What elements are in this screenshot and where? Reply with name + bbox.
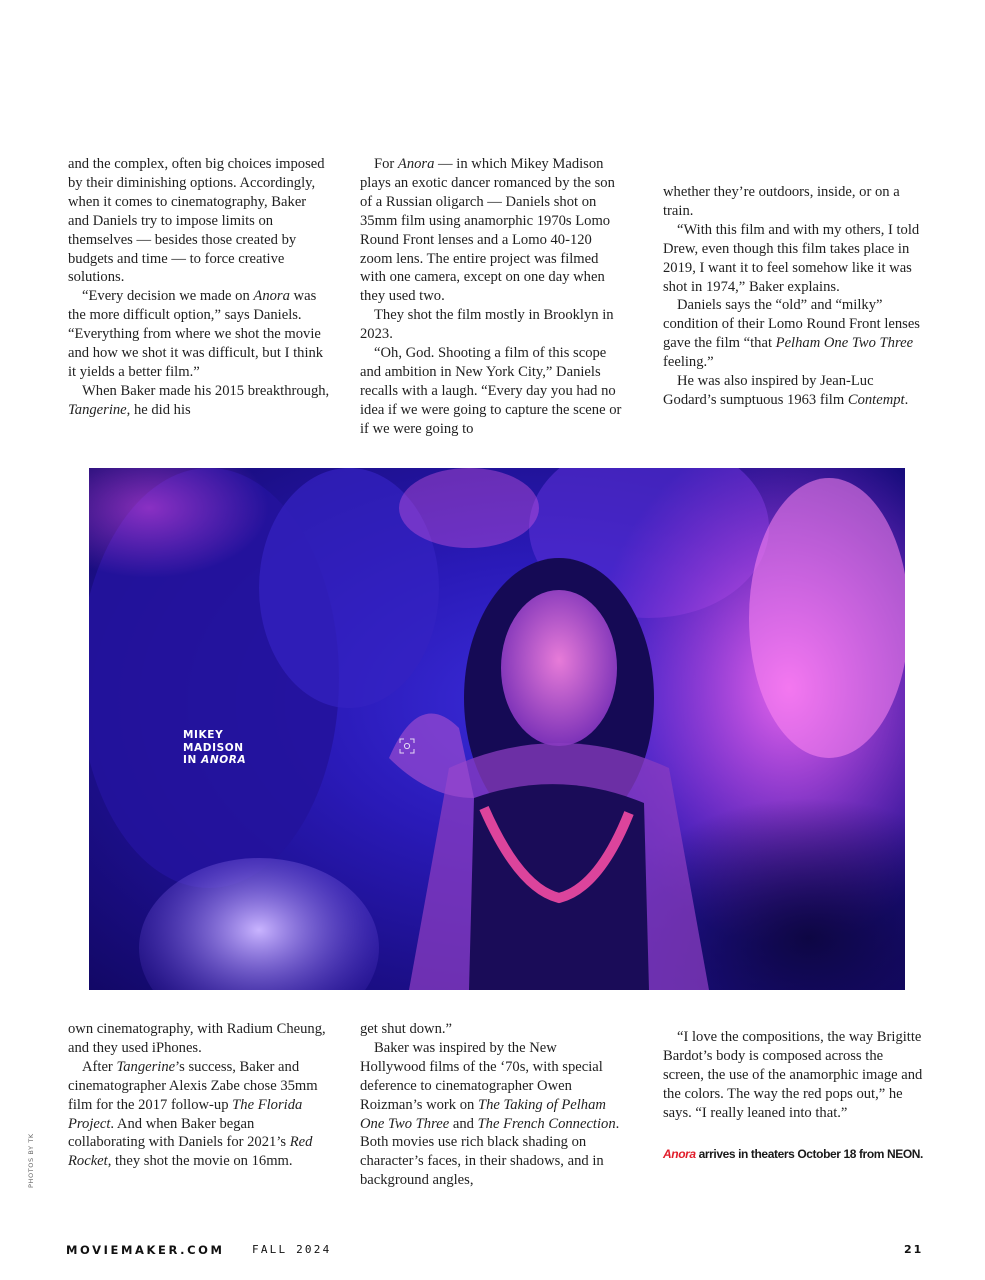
paragraph: After Tangerine’s success, Baker and cinematographer Alexis Zabe chose 35mm film for the 2017 follow-up The Florida Project. And when Baker began collaborating with Daniels for 2021’s Red Rocket, they shot the movie on 16mm. bbox=[68, 1058, 318, 1170]
article-column-bottom-1 bbox=[68, 1020, 330, 1171]
article-column-bottom-2 bbox=[360, 1020, 622, 1190]
footer-site-name: MOVIEMAKER.COM bbox=[66, 1243, 225, 1257]
focus-square-icon bbox=[399, 738, 415, 754]
footer-issue: FALL 2024 bbox=[252, 1243, 332, 1256]
caption-line: MIKEY bbox=[183, 729, 224, 741]
paragraph: whether they’re outdoors, inside, or on a train. bbox=[663, 184, 900, 219]
release-note: Anora arrives in theaters October 18 from NEON. bbox=[663, 1146, 923, 1161]
paragraph: He was also inspired by Jean-Luc Godard’s sumptuous 1963 film Contempt. bbox=[663, 373, 909, 408]
page-number: 21 bbox=[904, 1243, 924, 1256]
paragraph: “Oh, God. Shooting a film of this scope and ambition in New York City,” Daniels recalls with a laugh. “Every day you had no idea if we were going to capture the scene or if we were going to bbox=[360, 345, 622, 437]
paragraph: Daniels says the “old” and “milky” condition of their Lomo Round Front lenses gave the film “that Pelham One Two Three feeling.” bbox=[663, 297, 920, 371]
paragraph: “With this film and with my others, I told Drew, even though this film takes place in 2019, I want it to feel somehow like it was shot in 1974,” Baker explains. bbox=[663, 221, 920, 295]
photo-caption bbox=[183, 729, 246, 767]
paragraph: own cinematography, with Radium Cheung, and they used iPhones. bbox=[68, 1021, 326, 1056]
caption-line: MADISON bbox=[183, 741, 244, 754]
photo-credit: PHOTOS BY TK bbox=[27, 1133, 35, 1188]
article-column-bottom-3 bbox=[663, 1028, 925, 1163]
article-column-top-3 bbox=[663, 183, 925, 410]
paragraph: They shot the film mostly in Brooklyn in 2023. bbox=[360, 307, 614, 343]
paragraph: Baker was inspired by the New Hollywood films of the ‘70s, with special deference to cinematographer Owen Roizman’s work on The Taking of Pelham One Two Three and The French Connection. Both movies use rich black shading on character’s faces, in their shadows, and in background angles, bbox=[360, 1039, 620, 1189]
paragraph: “Every decision we made on Anora was the more difficult option,” says Daniels. “Everything from where we shot the movie and how we shot it was difficult, but I think it yields a better film.” bbox=[68, 288, 324, 380]
paragraph: and the complex, often big choices imposed by their diminishing options. Accordingly, when it comes to cinematography, Baker and Daniels try to impose limits on themselves — besides those created by budgets and time — to force creative solutions. bbox=[68, 156, 325, 286]
article-column-top-2 bbox=[360, 155, 622, 439]
paragraph: “I love the compositions, the way Brigitte Bardot’s body is composed across the screen, the use of the anamorphic image and the colors. The way the red pops out,” he says. “I really leaned into that.” bbox=[663, 1029, 923, 1121]
paragraph: When Baker made his 2015 breakthrough, Tangerine, he did his bbox=[68, 382, 330, 418]
caption-line: IN ANORA bbox=[183, 754, 247, 766]
article-column-top-1 bbox=[68, 155, 330, 420]
paragraph: get shut down.” bbox=[360, 1021, 453, 1037]
paragraph: For Anora — in which Mikey Madison plays an exotic dancer romanced by the son of a Russian oligarch — Daniels shot on 35mm film using anamorphic 1970s Lomo Round Front lenses and a Lomo 40-120 zoom lens. The entire project was filmed with one camera, except on one day when they used two. bbox=[360, 156, 615, 305]
